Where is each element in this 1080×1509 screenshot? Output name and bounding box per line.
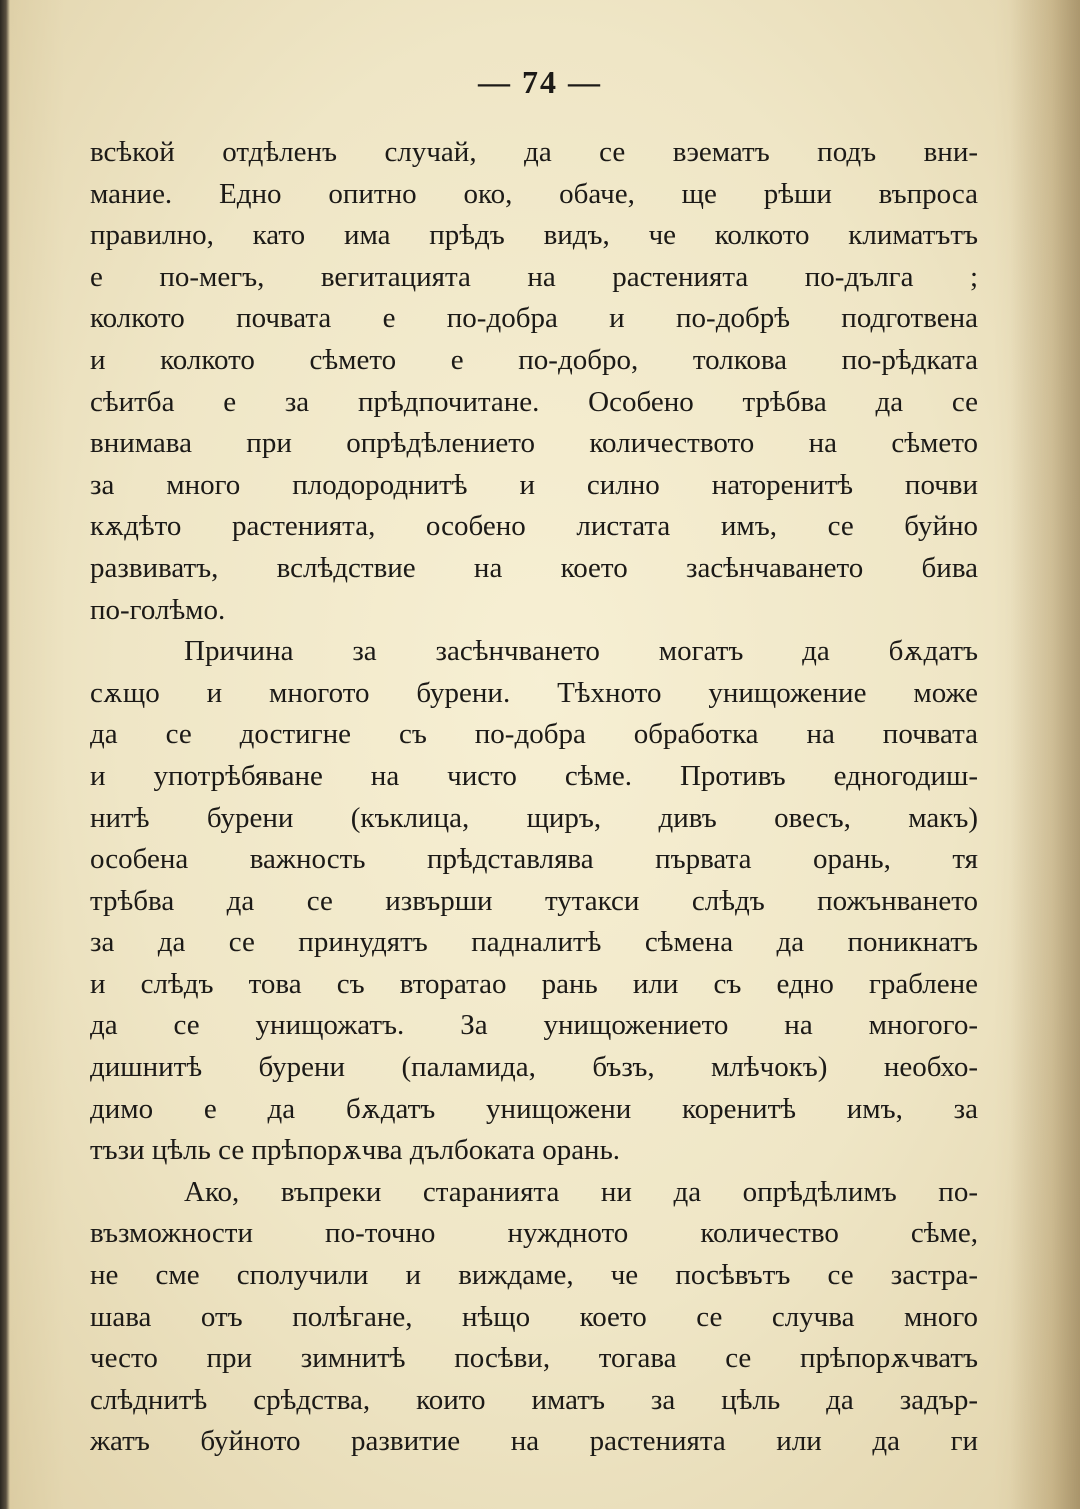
text-line: да се унищожатъ. За унищожението на многого- (90, 1009, 978, 1042)
text-line: кѫдѣто растенията, особено листата имъ, се буйно (90, 510, 978, 543)
text-line: димо е да бѫдатъ унищожени коренитѣ имъ, за (90, 1092, 978, 1125)
page-edge-shadow (1010, 0, 1080, 1509)
text-line: правилно, като има прѣдъ видъ, че колкото климатътъ (90, 219, 978, 252)
text-line: нитѣ бурени (къклица, щиръ, дивъ овесъ, макъ) (90, 801, 978, 834)
text-line: за да се принудятъ падналитѣ сѣмена да поникнатъ (90, 926, 978, 959)
page-binding-edge (0, 0, 10, 1509)
text-line: жатъ буйното развитие на растенията или да ги (90, 1425, 978, 1458)
text-line: по-голѣмо. (90, 593, 226, 626)
text-line: сѫщо и многото бурени. Тѣхното унищожение може (90, 676, 978, 709)
text-line: и употрѣбяване на чисто сѣме. Противъ едногодиш- (90, 759, 978, 792)
text-line: Ако, въпреки стаpанията ни да опрѣдѣлимъ по- (184, 1175, 978, 1208)
text-line: и слѣдъ това съ вторатао рань или съ едно грабленe (90, 967, 978, 1000)
page-number: — 74 — (478, 64, 602, 100)
text-line: често при зимнитѣ посѣви, тогава се прѣпорѫчватъ (90, 1342, 978, 1375)
text-line: дишнитѣ бурени (паламида, бъзъ, млѣчокъ) необхо- (90, 1051, 978, 1084)
text-line: слѣднитѣ срѣдства, които иматъ за цѣль да задър- (90, 1383, 978, 1416)
text-line: да се достигне съ по-добра обработка на почвата (90, 718, 978, 751)
text-line: особена важность прѣдставлява първата орань, тя (90, 843, 978, 876)
text-line: внимава при опрѣдѣлението количеството на сѣмето (90, 427, 978, 460)
text-line: развиватъ, вслѣдствие на което засѣнчаването бива (90, 551, 978, 584)
text-line: трѣбва да се извърши тутакси слѣдъ пожънването (90, 884, 978, 917)
text-line: тъзи цѣль се прѣпорѫчва дълбоката орань. (90, 1134, 621, 1167)
text-line: е по-мегъ, вегитацията на растенията по-дълга ; (90, 260, 978, 293)
text-line: за много плодороднитѣ и силно наторенитѣ почви (90, 468, 978, 501)
body-text (90, 132, 978, 1463)
text-line: мание. Едно опитно око, обаче, ще рѣши въпроса (90, 177, 978, 210)
text-line: не сме сполучили и виждаме, че посѣвътъ се застра- (90, 1259, 978, 1292)
text-line: всѣкой отдѣленъ случай, да се вэематъ подъ вни- (90, 136, 978, 168)
text-line: колкото почвата е по-добра и по-добрѣ подготвена (90, 302, 978, 335)
text-line: и колкото сѣмето е по-добро, толкова по-рѣдката (90, 343, 978, 376)
text-line: шава отъ полѣгане, нѣщо което се случва много (90, 1300, 978, 1333)
text-line: възможности по-точно нуждното количество сѣме, (90, 1217, 978, 1250)
text-line: Причина за засѣнчването могатъ да бѫдатъ (184, 635, 978, 668)
text-line: сѣитба е за прѣдпочитане. Особено трѣбва да се (90, 385, 978, 418)
